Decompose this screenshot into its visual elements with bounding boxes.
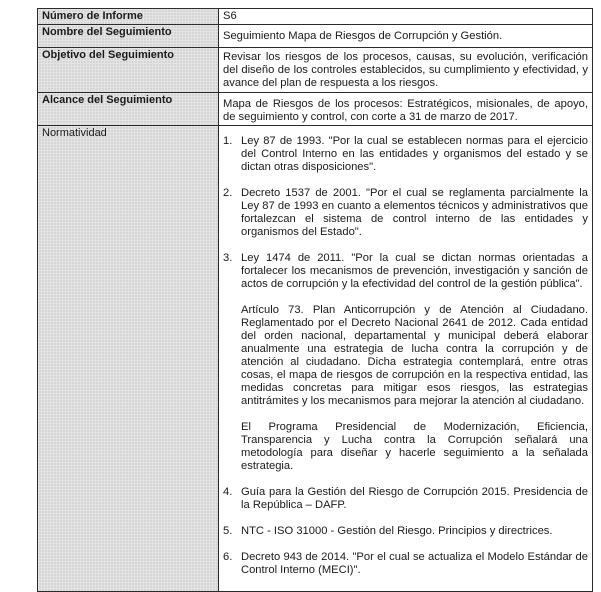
norm-item [223, 525, 588, 538]
norm-item [223, 252, 588, 291]
norm-item-text: Guía para la Gestión del Riesgo de Corrupción 2015. Presidencia de la República – DAFP. [241, 486, 588, 511]
norm-item-number: 2. [223, 187, 233, 199]
row-numero-informe [38, 9, 593, 25]
row-alcance-seguimiento [38, 93, 593, 126]
row-normatividad [38, 126, 593, 592]
row-nombre-seguimiento [38, 25, 593, 48]
norm-item-text: Decreto 943 de 2014. "Por el cual se actualiza el Modelo Estándar de Control Interno (MECI)". [241, 551, 588, 576]
value-nombre-seguimiento: Seguimiento Mapa de Riesgos de Corrupción y Gestión. [219, 25, 593, 48]
norm-item [223, 187, 588, 239]
norm-item [223, 486, 588, 512]
articulo-73-paragraph: Artículo 73. Plan Anticorrupción y de Atención al Ciudadano. Reglamentado por el Decreto Nacional 2641 de 2012. Cada entidad del orden nacional, departamental y municipal deberá elaborar anualmente una estrategia de lucha contra la corrupción y de atención al ciudadano. Dicha estrategia contemplará, entre otras cosas, el mapa de riesgos de corrupción en la respectiva entidad, las medidas concretas para mitigar esos riesgos, las estrategias antitrámites y los mecanismos para mejorar la atención al ciudadano. [241, 304, 588, 407]
norm-item-number: 3. [223, 252, 233, 264]
label-nombre-seguimiento: Nombre del Seguimiento [38, 25, 219, 48]
label-objetivo-seguimiento: Objetivo del Seguimiento [38, 48, 219, 93]
report-table [37, 8, 593, 592]
norm-item-number: 1. [223, 135, 233, 147]
norm-item [223, 551, 588, 577]
label-normatividad: Normatividad [38, 126, 219, 592]
label-alcance-seguimiento: Alcance del Seguimiento [38, 93, 219, 126]
norm-item-number: 5. [223, 525, 233, 537]
programa-presidencial-paragraph: El Programa Presidencial de Modernización, Eficiencia, Transparencia y Lucha contra la Corrupción señalará una metodología para diseñar y hacerle seguimiento a la señalada estrategia. [241, 421, 588, 472]
value-normatividad [219, 126, 593, 592]
norm-item-text: Ley 87 de 1993. "Por la cual se establecen normas para el ejercicio del Control Interno en las entidades y organismos del estado y se dictan otras disposiciones". [241, 135, 588, 173]
label-numero-informe: Número de Informe [38, 9, 219, 25]
norm-item [223, 135, 588, 174]
norm-item-number: 4. [223, 486, 233, 498]
norm-item-number: 6. [223, 551, 233, 563]
norm-item-text: Ley 1474 de 2011. "Por la cual se dictan normas orientadas a fortalecer los mecanismos de prevención, investigación y sanción de actos de corrupción y la efectividad del control de la gestión pública". [241, 252, 588, 290]
value-objetivo-seguimiento: Revisar los riesgos de los procesos, causas, su evolución, verificación del diseño de los controles establecidos, su cumplimiento y efectividad, y avance del plan de respuesta a los riesgos. [219, 48, 593, 93]
row-objetivo-seguimiento [38, 48, 593, 93]
normatividad-list [223, 135, 588, 291]
norm-item-text: Decreto 1537 de 2001. "Por el cual se reglamenta parcialmente la Ley 87 de 1993 en cuanto a elementos técnicos y administrativos que fortalezcan el sistema de control interno de las entidades y organismos del Estado". [241, 187, 588, 238]
norm-item-text: NTC - ISO 31000 - Gestión del Riesgo. Principios y directrices. [241, 525, 553, 537]
value-alcance-seguimiento: Mapa de Riesgos de los procesos: Estratégicos, misionales, de apoyo, de seguimiento y control, con corte a 31 de marzo de 2017. [219, 93, 593, 126]
value-numero-informe: S6 [219, 9, 593, 25]
report-sheet [37, 8, 593, 576]
